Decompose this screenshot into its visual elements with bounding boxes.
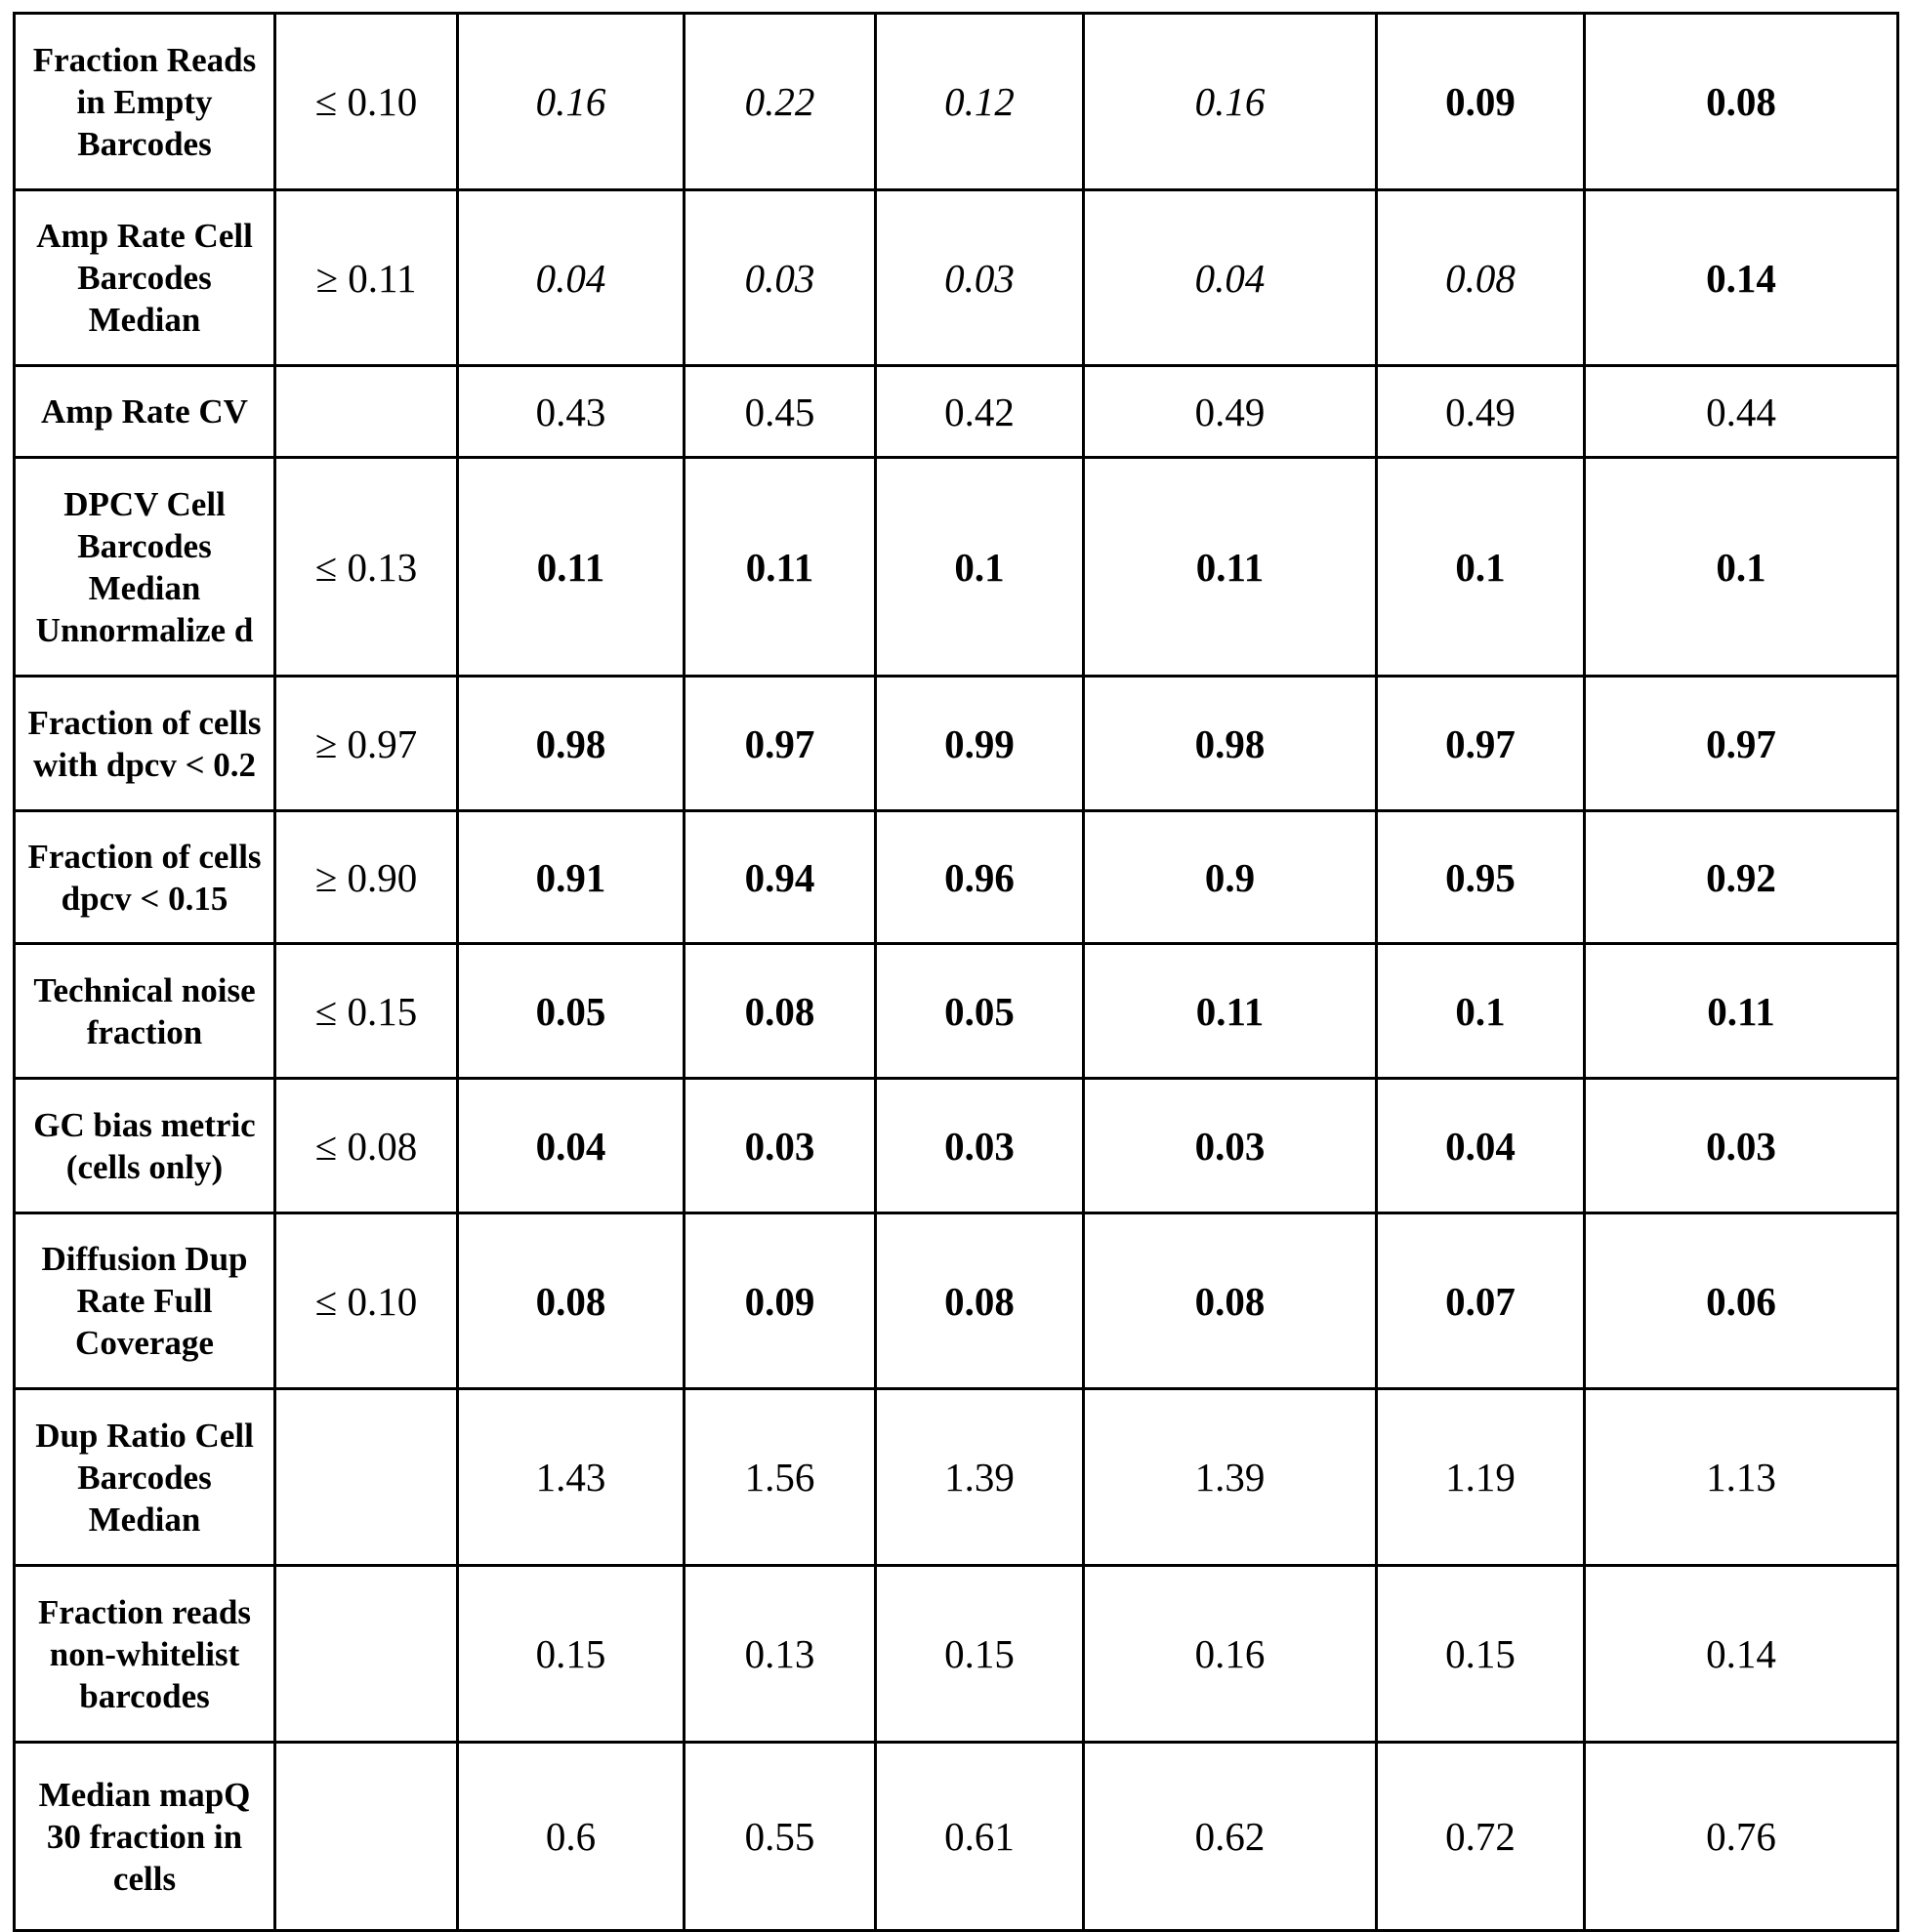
value-cell-text: 0.12 bbox=[877, 15, 1082, 188]
threshold-cell bbox=[275, 811, 458, 944]
value-cell-text: 0.6 bbox=[459, 1744, 683, 1929]
metric-label bbox=[15, 14, 275, 190]
value-cell bbox=[458, 1079, 685, 1213]
value-cell bbox=[1585, 458, 1898, 677]
value-cell-text: 0.04 bbox=[459, 191, 683, 364]
value-cell-text: 0.72 bbox=[1378, 1744, 1583, 1929]
value-cell-text: 0.98 bbox=[459, 678, 683, 809]
threshold-cell bbox=[275, 1566, 458, 1743]
value-cell bbox=[1084, 944, 1377, 1079]
threshold-cell bbox=[275, 1743, 458, 1931]
threshold-cell-text: ≤ 0.13 bbox=[276, 459, 456, 675]
value-cell-text: 0.49 bbox=[1378, 367, 1583, 456]
value-cell bbox=[1084, 811, 1377, 944]
metric-label-text: Amp Rate CV bbox=[20, 367, 270, 456]
value-cell bbox=[1084, 1566, 1377, 1743]
value-cell-text: 0.1 bbox=[877, 459, 1082, 675]
value-cell bbox=[876, 677, 1084, 811]
value-cell bbox=[1377, 811, 1585, 944]
value-cell-text: 0.06 bbox=[1586, 1214, 1896, 1387]
value-cell-text: 0.16 bbox=[1085, 1567, 1375, 1741]
value-cell-text: 1.39 bbox=[1085, 1390, 1375, 1564]
value-cell bbox=[458, 1389, 685, 1566]
metric-label-text: Fraction reads non-whitelist barcodes bbox=[20, 1567, 270, 1741]
threshold-cell-text bbox=[276, 367, 456, 456]
value-cell-text: 0.44 bbox=[1586, 367, 1896, 456]
threshold-cell bbox=[275, 1389, 458, 1566]
threshold-cell bbox=[275, 458, 458, 677]
value-cell-text: 0.04 bbox=[1378, 1080, 1583, 1212]
metric-label-text: Technical noise fraction bbox=[20, 945, 270, 1077]
table-row bbox=[15, 944, 1898, 1079]
value-cell bbox=[1377, 1213, 1585, 1389]
value-cell bbox=[1585, 14, 1898, 190]
value-cell bbox=[1084, 190, 1377, 366]
value-cell bbox=[1377, 190, 1585, 366]
value-cell bbox=[1084, 458, 1377, 677]
threshold-cell-text bbox=[276, 1390, 456, 1564]
threshold-cell-text: ≤ 0.10 bbox=[276, 1214, 456, 1387]
metrics-table bbox=[13, 12, 1899, 1932]
value-cell-text: 0.04 bbox=[459, 1080, 683, 1212]
value-cell-text: 0.94 bbox=[685, 812, 874, 942]
threshold-cell bbox=[275, 366, 458, 458]
value-cell bbox=[1084, 677, 1377, 811]
value-cell-text: 0.09 bbox=[1378, 15, 1583, 188]
value-cell-text: 0.45 bbox=[685, 367, 874, 456]
value-cell-text: 0.04 bbox=[1085, 191, 1375, 364]
value-cell bbox=[1377, 458, 1585, 677]
value-cell-text: 0.1 bbox=[1378, 945, 1583, 1077]
value-cell-text: 0.03 bbox=[1085, 1080, 1375, 1212]
value-cell bbox=[876, 190, 1084, 366]
value-cell bbox=[876, 1213, 1084, 1389]
value-cell-text: 0.07 bbox=[1378, 1214, 1583, 1387]
metric-label-text: GC bias metric (cells only) bbox=[20, 1080, 270, 1212]
value-cell-text: 1.13 bbox=[1586, 1390, 1896, 1564]
threshold-cell bbox=[275, 677, 458, 811]
value-cell bbox=[876, 1743, 1084, 1931]
value-cell-text: 0.03 bbox=[685, 191, 874, 364]
value-cell-text: 1.56 bbox=[685, 1390, 874, 1564]
metric-label bbox=[15, 677, 275, 811]
metric-label bbox=[15, 944, 275, 1079]
value-cell-text: 0.1 bbox=[1378, 459, 1583, 675]
threshold-cell-text: ≥ 0.97 bbox=[276, 678, 456, 809]
value-cell-text: 0.11 bbox=[1085, 945, 1375, 1077]
value-cell-text: 0.62 bbox=[1085, 1744, 1375, 1929]
value-cell-text: 0.61 bbox=[877, 1744, 1082, 1929]
value-cell-text: 0.76 bbox=[1586, 1744, 1896, 1929]
value-cell bbox=[1585, 811, 1898, 944]
value-cell bbox=[458, 366, 685, 458]
metric-label-text: Dup Ratio Cell Barcodes Median bbox=[20, 1390, 270, 1564]
threshold-cell-text: ≥ 0.11 bbox=[276, 191, 456, 364]
value-cell bbox=[685, 1566, 876, 1743]
table-row bbox=[15, 1566, 1898, 1743]
metric-label-text: Fraction of cells dpcv < 0.15 bbox=[20, 812, 270, 942]
value-cell-text: 1.19 bbox=[1378, 1390, 1583, 1564]
value-cell-text: 0.11 bbox=[685, 459, 874, 675]
metric-label bbox=[15, 1079, 275, 1213]
value-cell-text: 0.91 bbox=[459, 812, 683, 942]
threshold-cell bbox=[275, 190, 458, 366]
value-cell bbox=[685, 1743, 876, 1931]
threshold-cell bbox=[275, 944, 458, 1079]
value-cell bbox=[1585, 1079, 1898, 1213]
value-cell bbox=[685, 1079, 876, 1213]
value-cell bbox=[1585, 944, 1898, 1079]
value-cell-text: 1.39 bbox=[877, 1390, 1082, 1564]
value-cell bbox=[876, 14, 1084, 190]
value-cell-text: 0.43 bbox=[459, 367, 683, 456]
threshold-cell-text bbox=[276, 1744, 456, 1929]
value-cell-text: 0.08 bbox=[1085, 1214, 1375, 1387]
value-cell-text: 0.03 bbox=[685, 1080, 874, 1212]
value-cell bbox=[685, 366, 876, 458]
value-cell-text: 0.09 bbox=[685, 1214, 874, 1387]
value-cell-text: 0.15 bbox=[877, 1567, 1082, 1741]
metric-label bbox=[15, 366, 275, 458]
table-row bbox=[15, 14, 1898, 190]
value-cell bbox=[876, 366, 1084, 458]
threshold-cell-text bbox=[276, 1567, 456, 1741]
value-cell-text: 0.03 bbox=[877, 1080, 1082, 1212]
value-cell bbox=[685, 458, 876, 677]
value-cell bbox=[1377, 1743, 1585, 1931]
value-cell-text: 0.13 bbox=[685, 1567, 874, 1741]
value-cell-text: 0.97 bbox=[685, 678, 874, 809]
value-cell-text: 0.1 bbox=[1586, 459, 1896, 675]
value-cell-text: 0.08 bbox=[1586, 15, 1896, 188]
value-cell bbox=[685, 677, 876, 811]
value-cell bbox=[1377, 14, 1585, 190]
value-cell-text: 0.08 bbox=[685, 945, 874, 1077]
value-cell-text: 0.22 bbox=[685, 15, 874, 188]
value-cell-text: 0.14 bbox=[1586, 1567, 1896, 1741]
value-cell-text: 0.05 bbox=[877, 945, 1082, 1077]
threshold-cell-text: ≤ 0.15 bbox=[276, 945, 456, 1077]
value-cell bbox=[458, 1213, 685, 1389]
value-cell bbox=[1084, 1389, 1377, 1566]
metric-label-text: Fraction of cells with dpcv < 0.2 bbox=[20, 678, 270, 809]
table-row bbox=[15, 1213, 1898, 1389]
table-row bbox=[15, 458, 1898, 677]
value-cell bbox=[876, 944, 1084, 1079]
value-cell bbox=[1084, 1213, 1377, 1389]
value-cell bbox=[458, 811, 685, 944]
value-cell-text: 0.97 bbox=[1586, 678, 1896, 809]
value-cell-text: 0.98 bbox=[1085, 678, 1375, 809]
metric-label bbox=[15, 1213, 275, 1389]
table-row bbox=[15, 677, 1898, 811]
value-cell-text: 1.43 bbox=[459, 1390, 683, 1564]
value-cell bbox=[876, 458, 1084, 677]
value-cell-text: 0.05 bbox=[459, 945, 683, 1077]
value-cell bbox=[685, 1389, 876, 1566]
value-cell bbox=[458, 1743, 685, 1931]
value-cell bbox=[458, 677, 685, 811]
value-cell-text: 0.99 bbox=[877, 678, 1082, 809]
value-cell-text: 0.95 bbox=[1378, 812, 1583, 942]
value-cell-text: 0.55 bbox=[685, 1744, 874, 1929]
value-cell bbox=[1377, 1566, 1585, 1743]
value-cell-text: 0.14 bbox=[1586, 191, 1896, 364]
metric-label-text: DPCV Cell Barcodes Median Unnormalize d bbox=[20, 459, 270, 675]
value-cell bbox=[685, 944, 876, 1079]
value-cell-text: 0.11 bbox=[1586, 945, 1896, 1077]
value-cell bbox=[1585, 190, 1898, 366]
value-cell bbox=[685, 811, 876, 944]
value-cell bbox=[1585, 677, 1898, 811]
metric-label bbox=[15, 1743, 275, 1931]
metric-label bbox=[15, 1389, 275, 1566]
value-cell bbox=[685, 1213, 876, 1389]
table-row bbox=[15, 1743, 1898, 1931]
value-cell bbox=[458, 1566, 685, 1743]
threshold-cell-text: ≤ 0.08 bbox=[276, 1080, 456, 1212]
value-cell bbox=[1585, 366, 1898, 458]
value-cell bbox=[685, 14, 876, 190]
value-cell bbox=[458, 458, 685, 677]
value-cell-text: 0.11 bbox=[459, 459, 683, 675]
value-cell-text: 0.97 bbox=[1378, 678, 1583, 809]
table-row bbox=[15, 811, 1898, 944]
value-cell-text: 0.08 bbox=[1378, 191, 1583, 364]
value-cell-text: 0.42 bbox=[877, 367, 1082, 456]
table-row bbox=[15, 190, 1898, 366]
value-cell bbox=[458, 14, 685, 190]
value-cell bbox=[1084, 14, 1377, 190]
value-cell bbox=[1377, 1079, 1585, 1213]
metric-label bbox=[15, 1566, 275, 1743]
table-row bbox=[15, 1389, 1898, 1566]
value-cell bbox=[1585, 1213, 1898, 1389]
value-cell bbox=[1377, 677, 1585, 811]
value-cell-text: 0.15 bbox=[1378, 1567, 1583, 1741]
value-cell bbox=[876, 1079, 1084, 1213]
threshold-cell bbox=[275, 1213, 458, 1389]
threshold-cell-text: ≤ 0.10 bbox=[276, 15, 456, 188]
metric-label-text: Amp Rate Cell Barcodes Median bbox=[20, 191, 270, 364]
value-cell bbox=[1084, 1079, 1377, 1213]
value-cell bbox=[1377, 366, 1585, 458]
threshold-cell bbox=[275, 14, 458, 190]
value-cell bbox=[1377, 1389, 1585, 1566]
metric-label-text: Fraction Reads in Empty Barcodes bbox=[20, 15, 270, 188]
value-cell-text: 0.92 bbox=[1586, 812, 1896, 942]
value-cell bbox=[458, 944, 685, 1079]
value-cell-text: 0.9 bbox=[1085, 812, 1375, 942]
threshold-cell bbox=[275, 1079, 458, 1213]
value-cell bbox=[1084, 366, 1377, 458]
metric-label-text: Median mapQ 30 fraction in cells bbox=[20, 1744, 270, 1929]
value-cell-text: 0.49 bbox=[1085, 367, 1375, 456]
value-cell-text: 0.96 bbox=[877, 812, 1082, 942]
value-cell-text: 0.15 bbox=[459, 1567, 683, 1741]
metric-label bbox=[15, 190, 275, 366]
value-cell-text: 0.08 bbox=[877, 1214, 1082, 1387]
value-cell-text: 0.16 bbox=[459, 15, 683, 188]
value-cell bbox=[1585, 1743, 1898, 1931]
metric-label-text: Diffusion Dup Rate Full Coverage bbox=[20, 1214, 270, 1387]
value-cell bbox=[876, 1566, 1084, 1743]
value-cell bbox=[685, 190, 876, 366]
metric-label bbox=[15, 458, 275, 677]
value-cell-text: 0.03 bbox=[1586, 1080, 1896, 1212]
table-row bbox=[15, 366, 1898, 458]
value-cell bbox=[458, 190, 685, 366]
value-cell bbox=[1585, 1389, 1898, 1566]
table-row bbox=[15, 1079, 1898, 1213]
metric-label bbox=[15, 811, 275, 944]
value-cell-text: 0.03 bbox=[877, 191, 1082, 364]
value-cell-text: 0.16 bbox=[1085, 15, 1375, 188]
value-cell-text: 0.08 bbox=[459, 1214, 683, 1387]
value-cell bbox=[876, 811, 1084, 944]
threshold-cell-text: ≥ 0.90 bbox=[276, 812, 456, 942]
value-cell bbox=[876, 1389, 1084, 1566]
value-cell bbox=[1084, 1743, 1377, 1931]
value-cell-text: 0.11 bbox=[1085, 459, 1375, 675]
value-cell bbox=[1585, 1566, 1898, 1743]
value-cell bbox=[1377, 944, 1585, 1079]
